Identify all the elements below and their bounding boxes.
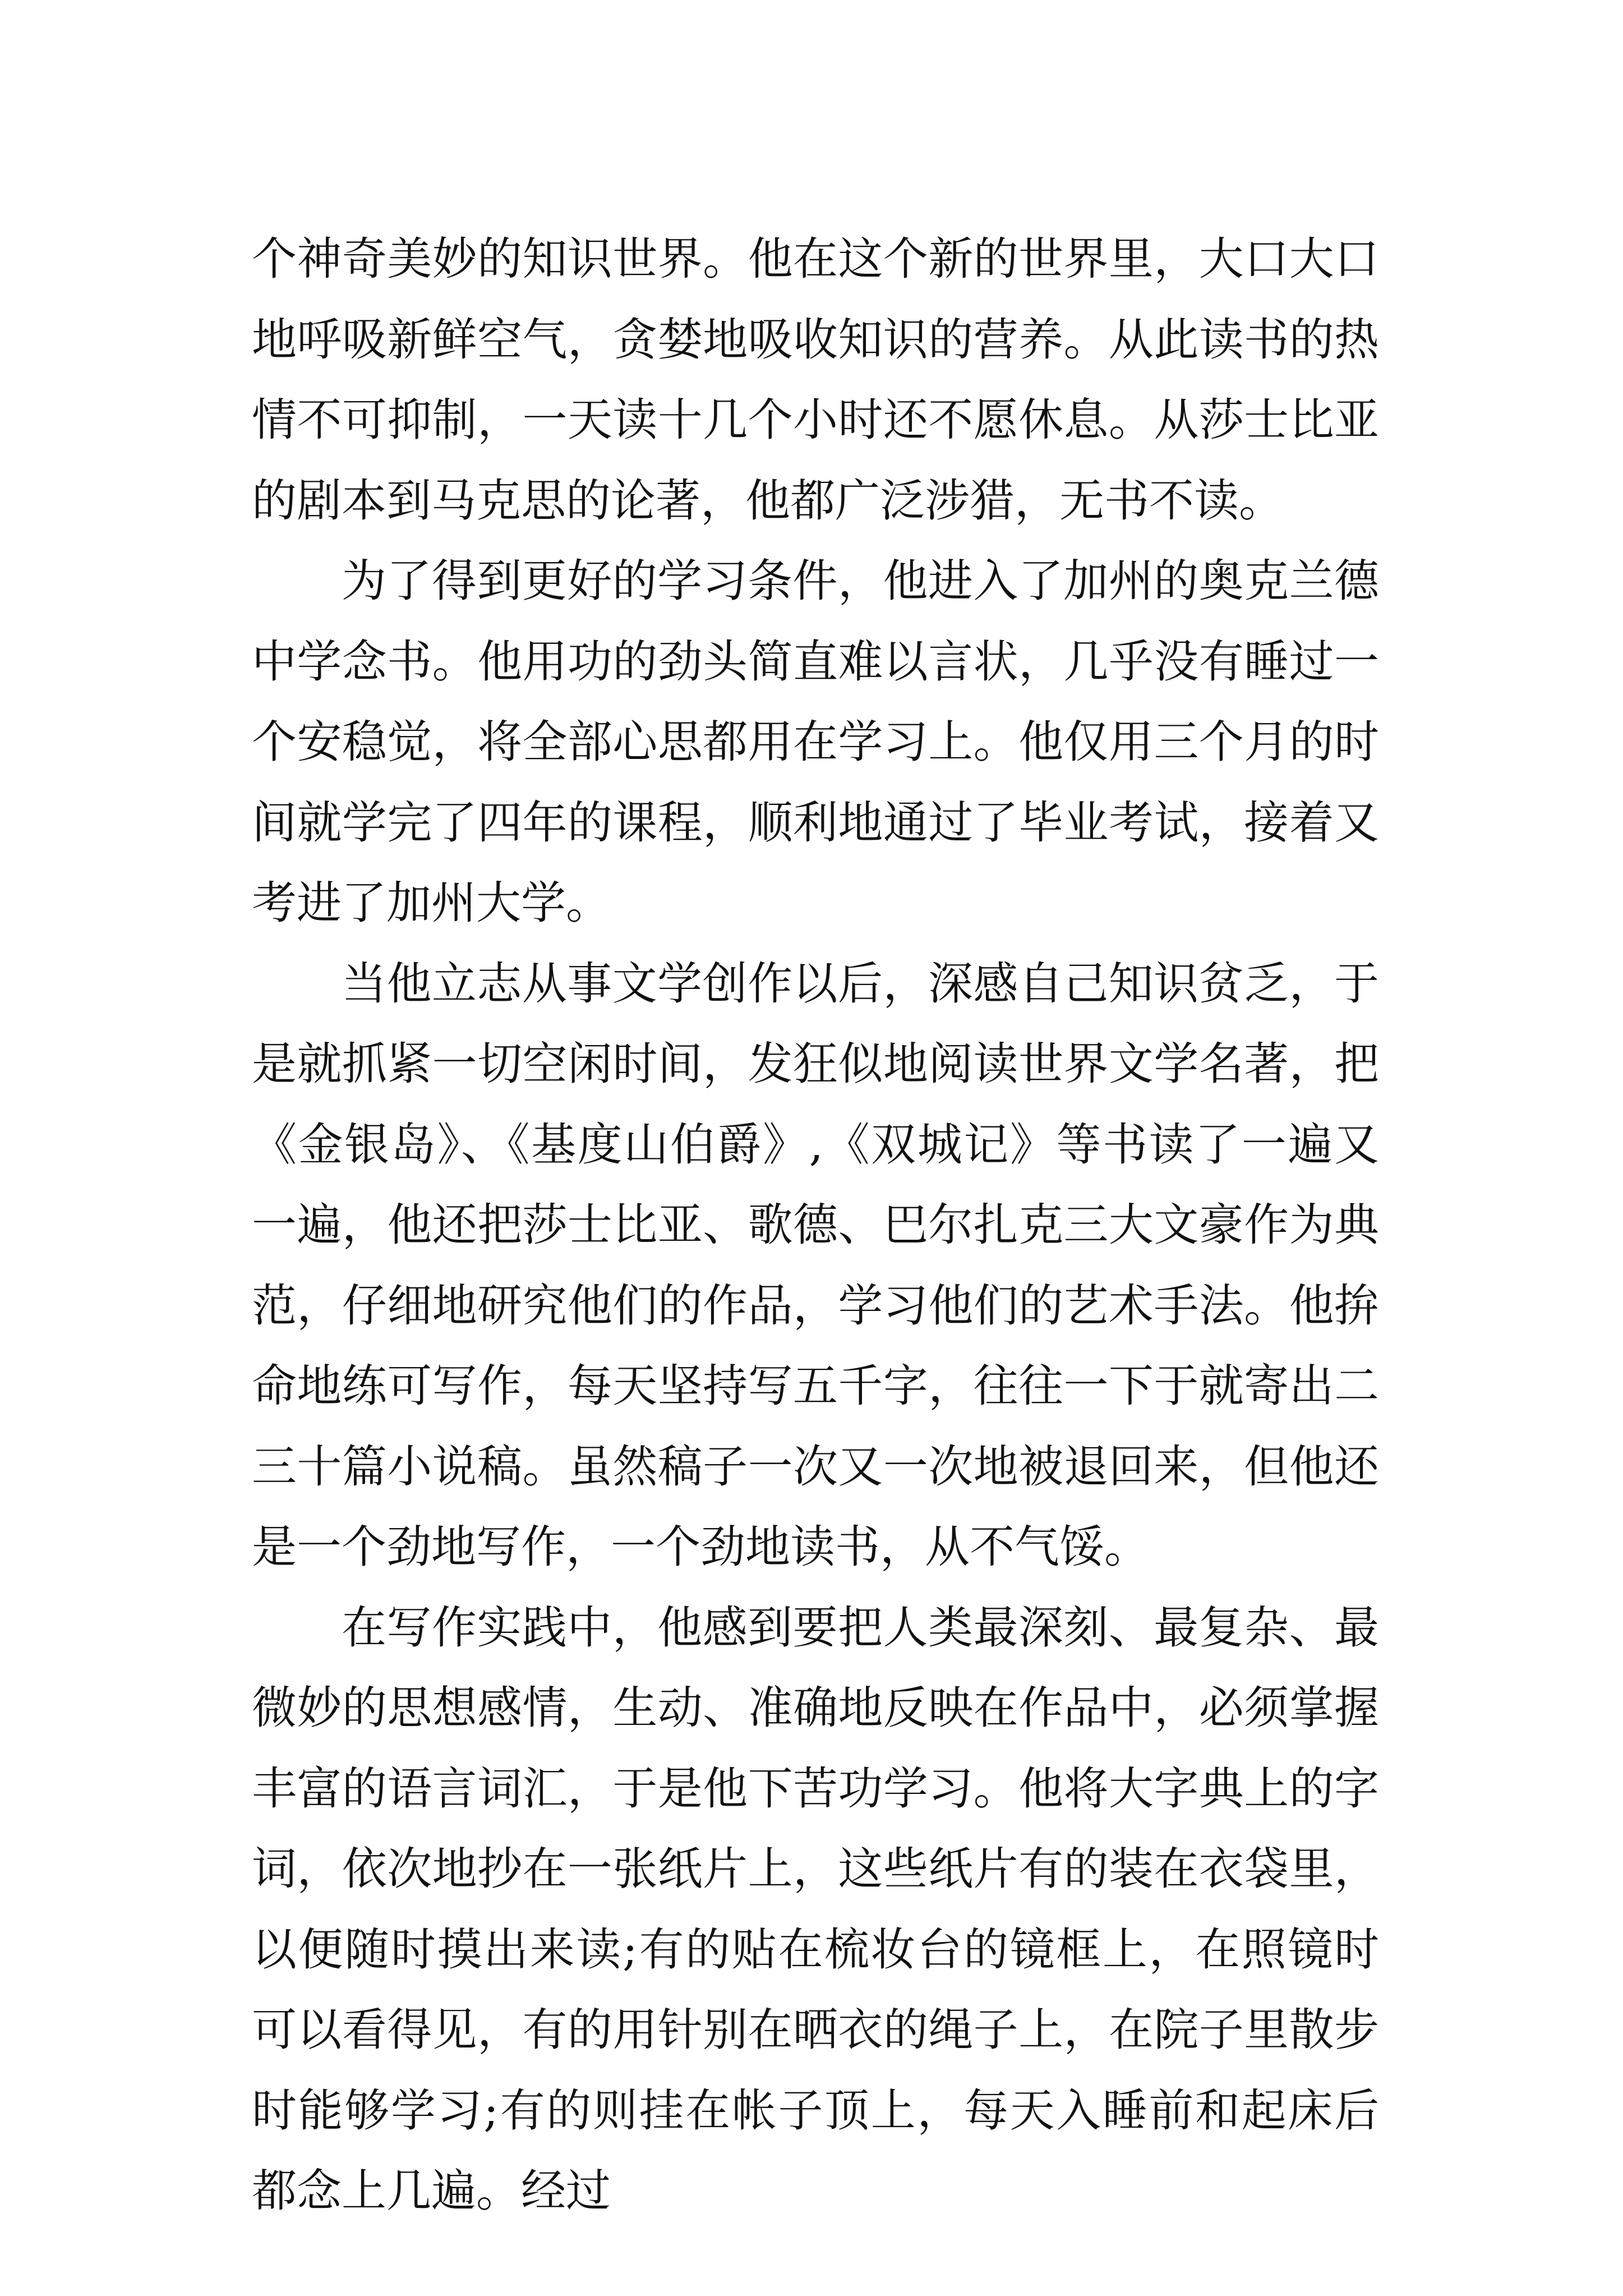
document-body — [252, 219, 1379, 2231]
paragraph-1: 个神奇美妙的知识世界。他在这个新的世界里，大口大口地呼吸新鲜空气，贪婪地吸收知识的营养。从此读书的热情不可抑制，一天读十几个小时还不愿休息。从莎士比亚的剧本到马克思的论著，他都广泛涉猎，无书不读。 — [252, 233, 1379, 527]
paragraph-4: 在写作实践中，他感到要把人类最深刻、最复杂、最微妙的思想感情，生动、准确地反映在作品中，必须掌握丰富的语言词汇，于是他下苦功学习。他将大字典上的字词，依次地抄在一张纸片上，这些纸片有的装在衣袋里，以便随时摸出来读;有的贴在梳妆台的镜框上，在照镜时可以看得见，有的用针别在晒衣的绳子上，在院子里散步时能够学习;有的则挂在帐子顶上，每天入睡前和起床后都念上几遍。经过 — [252, 1601, 1379, 2217]
paragraph-2: 为了得到更好的学习条件，他进入了加州的奥克兰德中学念书。他用功的劲头简直难以言状，几乎没有睡过一个安稳觉，将全部心思都用在学习上。他仅用三个月的时间就学完了四年的课程，顺利地通过了毕业考试，接着又考进了加州大学。 — [252, 555, 1379, 929]
paragraph-3: 当他立志从事文学创作以后，深感自己知识贫乏，于是就抓紧一切空闲时间，发狂似地阅读世界文学名著，把《金银岛》、《基度山伯爵》,《双城记》等书读了一遍又一遍，他还把莎士比亚、歌德、巴尔扎克三大文豪作为典范，仔细地研究他们的作品，学习他们的艺术手法。他拚命地练可写作，每天坚持写五千字，往往一下于就寄出二三十篇小说稿。虽然稿子一次又一次地被退回来，但他还是一个劲地写作，一个劲地读书，从不气馁。 — [252, 957, 1379, 1573]
